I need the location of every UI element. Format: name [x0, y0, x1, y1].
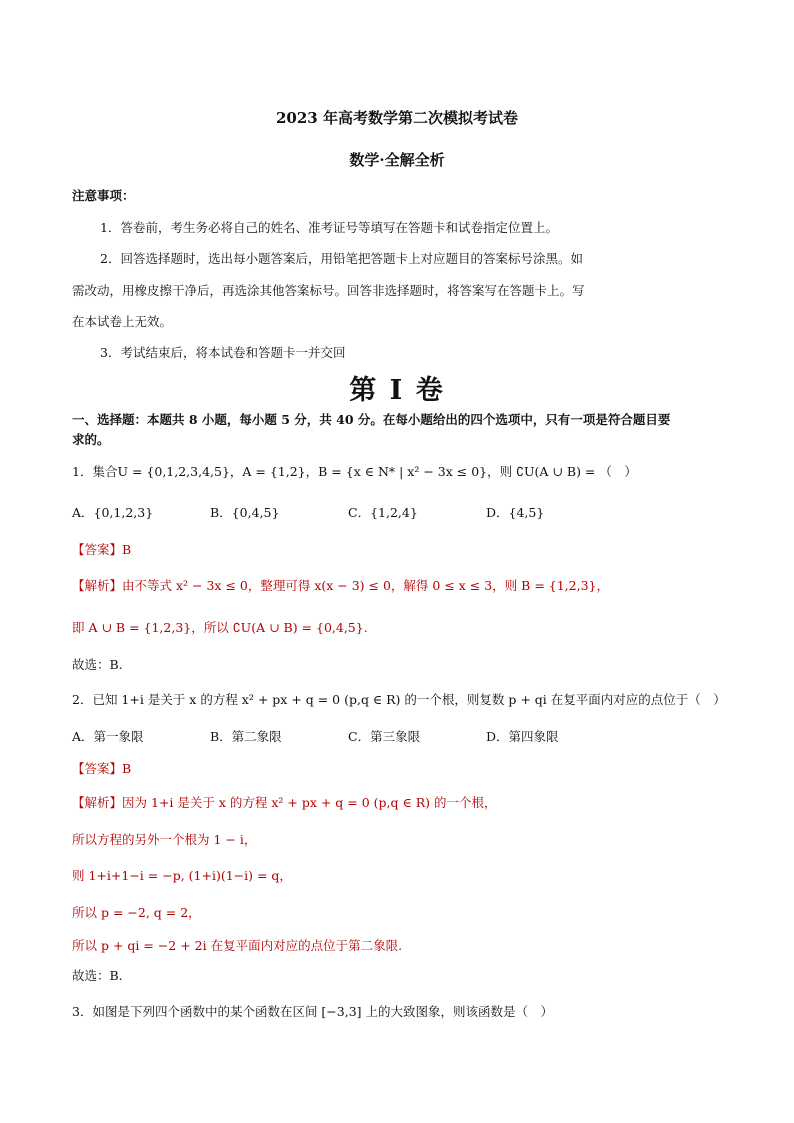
q2-analysis-3: 则 1+i+1−i = −p, (1+i)(1−i) = q， [72, 868, 292, 883]
q2-option-c: C．第三象限 [348, 729, 421, 744]
exam-subtitle: 数学·全解全析 [349, 151, 445, 169]
volume-heading: 第 I 卷 [349, 375, 445, 406]
q1-stem: 1．集合U = {0,1,2,3,4,5}，A = {1,2}，B = {x ∈ N* | x² − 3x ≤ 0}，则 ∁U(A ∪ B) = （ ） [72, 464, 637, 479]
notice-item-3: 3．考试结束后，将本试卷和答题卡一并交回 [100, 345, 346, 360]
q2-answer-label: 【答案】 [72, 761, 123, 776]
q2-option-a: A．第一象限 [72, 729, 144, 744]
notice-item-1: 1．答卷前，考生务必将自己的姓名、准考证号等填写在答题卡和试卷指定位置上。 [100, 220, 558, 235]
q3-stem: 3．如图是下列四个函数中的某个函数在区间 [−3,3] 上的大致图象，则该函数是（ ） [72, 1004, 554, 1019]
q2-answer-value: B [122, 761, 132, 776]
q2-option-d: D．第四象限 [486, 729, 559, 744]
q2-analysis-2: 所以方程的另外一个根为 1 − i， [72, 832, 257, 847]
q1-conclusion: 故选：B. [72, 657, 123, 672]
q1-analysis-label: 【解析】 [72, 578, 123, 593]
q2-stem: 2．已知 1+i 是关于 x 的方程 x² + px + q = 0 (p,q ∈ R) 的一个根，则复数 p + qi 在复平面内对应的点位于（ ） [72, 692, 726, 707]
q2-analysis-5: 所以 p + qi = −2 + 2i 在复平面内对应的点位于第二象限. [72, 938, 403, 953]
q1-analysis-text-1: 由不等式 x² − 3x ≤ 0，整理可得 x(x − 3) ≤ 0，解得 0 ≤ x ≤ 3，则 B = {1,2,3}， [122, 578, 609, 593]
q1-option-d: D．{4,5} [486, 505, 545, 520]
q2-answer [72, 760, 131, 778]
notice-item-2a: 2．回答选择题时，选出每小题答案后，用铅笔把答题卡上对应题目的答案标号涂黑。如 [100, 251, 583, 266]
q1-option-a: A．{0,1,2,3} [72, 505, 154, 520]
q1-answer [72, 541, 131, 559]
q1-option-b: B．{0,4,5} [210, 505, 280, 520]
q1-answer-label: 【答案】 [72, 542, 123, 557]
notice-heading: 注意事项： [72, 188, 135, 203]
exam-title: 2023 年高考数学第二次模拟考试卷 [276, 109, 518, 127]
q2-analysis-4: 所以 p = −2, q = 2， [72, 905, 201, 920]
q1-analysis-1 [72, 577, 609, 595]
q2-conclusion: 故选：B. [72, 968, 123, 983]
q2-analysis-label: 【解析】 [72, 795, 123, 810]
q2-analysis-1 [72, 794, 496, 812]
notice-item-2b: 需改动，用橡皮擦干净后，再选涂其他答案标号。回答非选择题时，将答案写在答题卡上。写 [72, 283, 585, 298]
q2-option-b: B．第二象限 [210, 729, 282, 744]
q1-answer-value: B [122, 542, 132, 557]
section-heading-line1: 一、选择题：本题共 8 小题，每小题 5 分，共 40 分。在每小题给出的四个选项中，只有一项是符合题目要 [72, 412, 671, 427]
notice-item-2c: 在本试卷上无效。 [72, 314, 173, 329]
section-heading-line2: 求的。 [72, 432, 110, 447]
q1-option-c: C．{1,2,4} [348, 505, 418, 520]
q1-analysis-2: 即 A ∪ B = {1,2,3}，所以 ∁U(A ∪ B) = {0,4,5}. [72, 620, 368, 635]
q2-analysis-text-1: 因为 1+i 是关于 x 的方程 x² + px + q = 0 (p,q ∈ R) 的一个根， [122, 795, 497, 810]
